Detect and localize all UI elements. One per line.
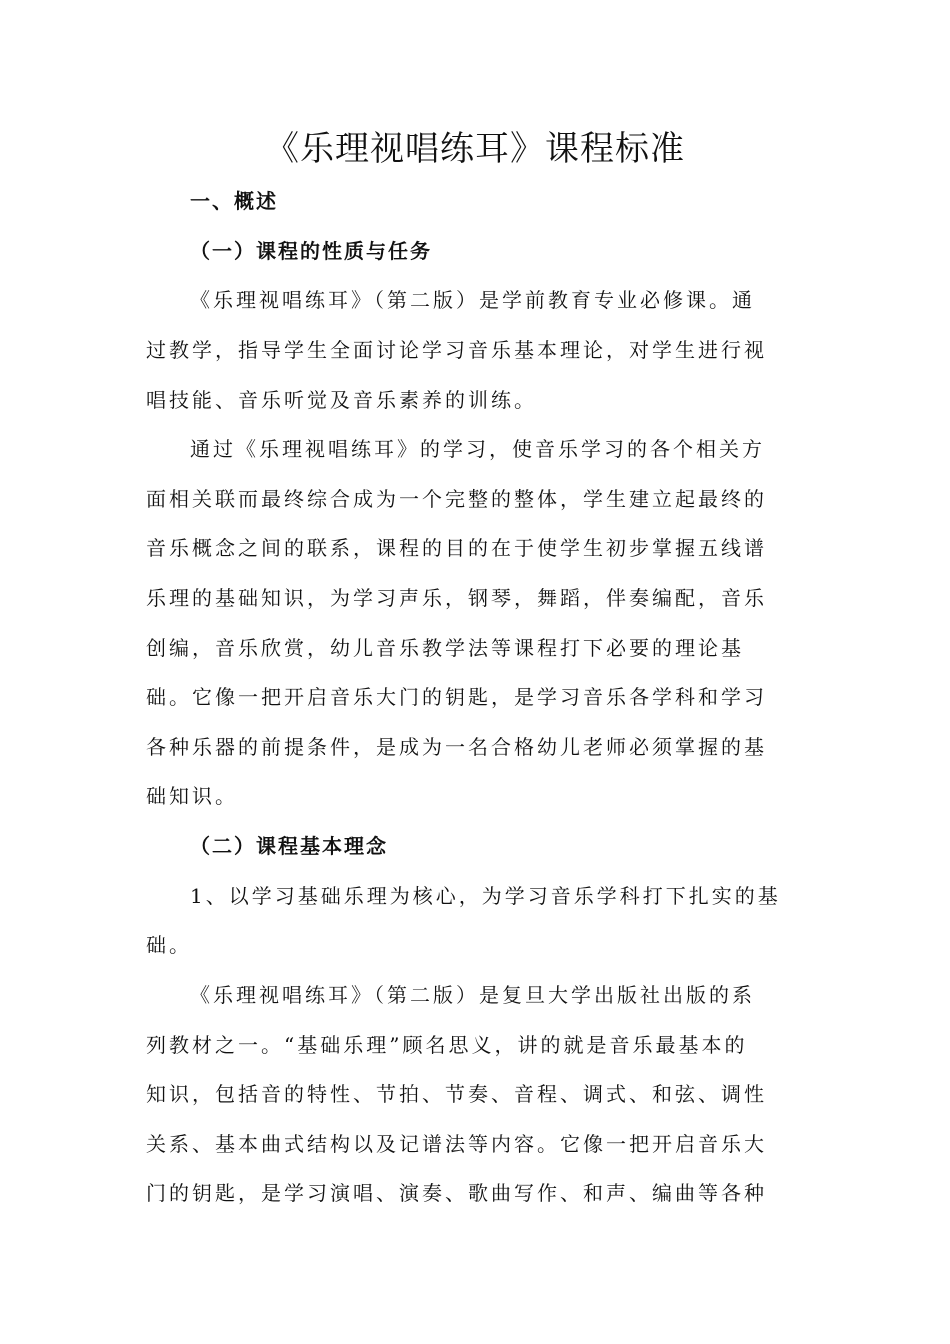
paragraph-line: 《乐理视唱练耳》（第二版）是学前教育专业必修课。通 <box>190 288 755 312</box>
paragraph-line: 础知识。 <box>146 784 238 808</box>
paragraph-line: 通过《乐理视唱练耳》的学习，使音乐学习的各个相关方 <box>190 437 765 461</box>
paragraph-line: 创编，音乐欣赏，幼儿音乐教学法等课程打下必要的理论基 <box>146 636 744 660</box>
paragraph-line: 乐理的基础知识，为学习声乐，钢琴，舞蹈，伴奏编配，音乐 <box>146 586 767 610</box>
paragraph-line: 音乐概念之间的联系，课程的目的在于使学生初步掌握五线谱 <box>146 536 767 560</box>
paragraph-line: 础。它像一把开启音乐大门的钥匙，是学习音乐各学科和学习 <box>146 685 767 709</box>
subsection-heading-philosophy: （二）课程基本理念 <box>190 834 388 858</box>
paragraph-line: 列教材之一。“基础乐理”顾名思义，讲的就是音乐最基本的 <box>146 1033 748 1057</box>
section-heading-overview: 一、概述 <box>190 189 278 213</box>
paragraph-line: 础。 <box>146 933 192 957</box>
paragraph-line: 面相关联而最终综合成为一个完整的整体，学生建立起最终的 <box>146 487 767 511</box>
paragraph-line: 知识，包括音的特性、节拍、节奏、音程、调式、和弦、调性 <box>146 1082 767 1106</box>
subsection-heading-nature: （一）课程的性质与任务 <box>190 239 432 263</box>
paragraph-line: 门的钥匙，是学习演唱、演奏、歌曲写作、和声、编曲等各种 <box>146 1181 767 1205</box>
paragraph-line: 过教学，指导学生全面讨论学习音乐基本理论，对学生进行视 <box>146 338 767 362</box>
paragraph-line: 唱技能、音乐听觉及音乐素养的训练。 <box>146 388 537 412</box>
paragraph-line: 1、以学习基础乐理为核心，为学习音乐学科打下扎实的基 <box>190 884 781 908</box>
document-title: 《乐理视唱练耳》课程标准 <box>265 129 685 169</box>
paragraph-line: 各种乐器的前提条件，是成为一名合格幼儿老师必须掌握的基 <box>146 735 767 759</box>
paragraph-line: 关系、基本曲式结构以及记谱法等内容。它像一把开启音乐大 <box>146 1132 767 1156</box>
paragraph-line: 《乐理视唱练耳》（第二版）是复旦大学出版社出版的系 <box>190 983 755 1007</box>
